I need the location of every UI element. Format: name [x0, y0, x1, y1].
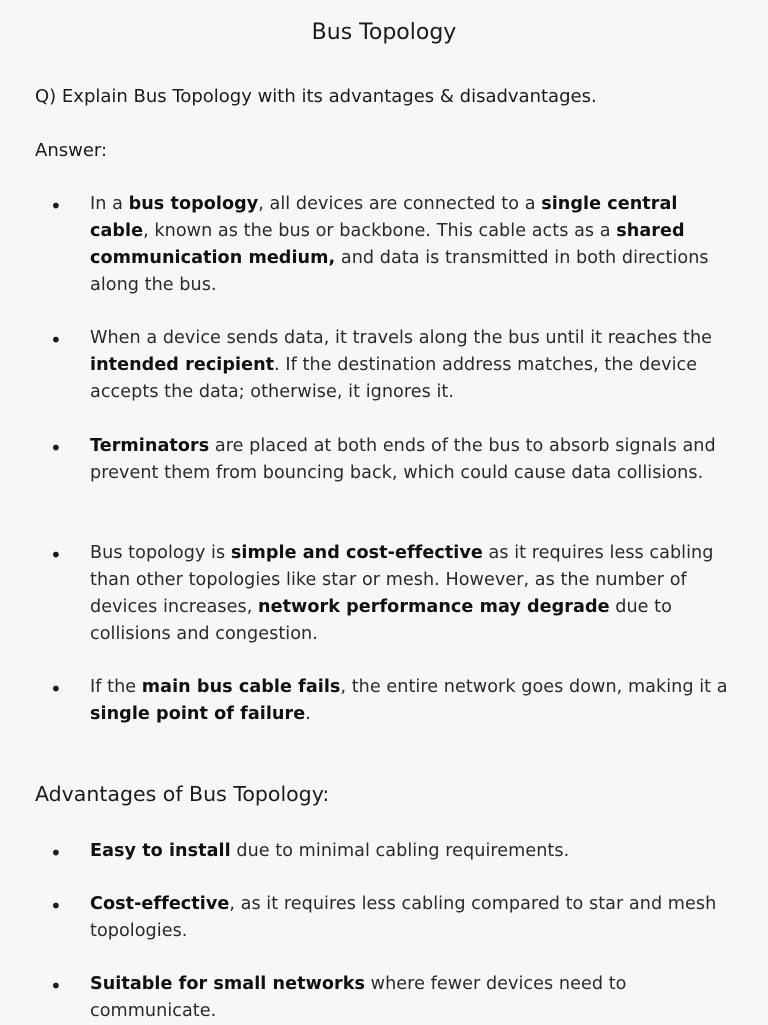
answer-label: Answer: — [35, 140, 108, 161]
question-text: Q) Explain Bus Topology with its advantages & disadvantages. — [35, 86, 597, 107]
page-title: Bus Topology — [311, 20, 457, 45]
bold-text: single point of failure — [90, 704, 306, 724]
text-run: are placed at both ends of the bus to absorb signals and prevent them from bouncing back, which could cause data collisions. — [90, 436, 716, 483]
answer-point — [90, 674, 740, 728]
advantages-heading: Advantages of Bus Topology: — [35, 782, 330, 806]
text-run: , all devices are connected to a — [258, 194, 542, 214]
bold-text: Terminators — [90, 436, 210, 456]
bold-text: Cost-effective — [90, 894, 230, 914]
bold-text: shared communication medium, — [90, 221, 685, 268]
text-run: where fewer devices need to communicate. — [90, 974, 627, 1021]
answer-point — [90, 191, 740, 299]
bold-text: Easy to install — [90, 841, 231, 861]
text-run: , the entire network goes down, making it a — [340, 677, 728, 697]
text-run: . — [305, 704, 311, 724]
bullet-icon: • — [50, 841, 62, 865]
answer-point — [90, 540, 740, 648]
advantage-item — [90, 891, 740, 945]
bold-text: Suitable for small networks — [90, 974, 366, 994]
text-run: When a device sends data, it travels along the bus until it reaches the — [90, 328, 713, 348]
bold-text: main bus cable fails — [141, 677, 341, 697]
bullet-icon: • — [50, 974, 62, 998]
bold-text: bus topology — [128, 194, 259, 214]
text-run: If the — [90, 677, 142, 697]
text-run: . If the destination address matches, the device accepts the data; otherwise, it ignores it. — [90, 355, 698, 402]
bullet-icon: • — [50, 436, 62, 460]
bold-text: intended recipient — [90, 355, 275, 375]
bold-text: network performance may degrade — [258, 597, 610, 617]
advantage-item — [90, 838, 740, 865]
text-run: In a — [90, 194, 129, 214]
bullet-icon: • — [50, 894, 62, 918]
text-run: due to minimal cabling requirements. — [230, 841, 570, 861]
bold-text: simple and cost-effective — [230, 543, 483, 563]
text-run: , known as the bus or backbone. This cable acts as a — [143, 221, 617, 241]
text-run: as it requires less cabling than other topologies like star or mesh. However, as the number of devices increases, — [90, 543, 714, 617]
text-run: due to collisions and congestion. — [90, 597, 672, 644]
bullet-icon: • — [50, 543, 62, 567]
advantage-item — [90, 971, 740, 1025]
bold-text: single central cable — [90, 194, 678, 241]
bullet-icon: • — [50, 194, 62, 218]
answer-point — [90, 433, 740, 487]
bullet-icon: • — [50, 328, 62, 352]
text-run: and data is transmitted in both directions along the bus. — [90, 248, 709, 295]
text-run: , as it requires less cabling compared to star and mesh topologies. — [90, 894, 717, 941]
bullet-icon: • — [50, 677, 62, 701]
answer-point — [90, 325, 740, 406]
text-run: Bus topology is — [90, 543, 231, 563]
